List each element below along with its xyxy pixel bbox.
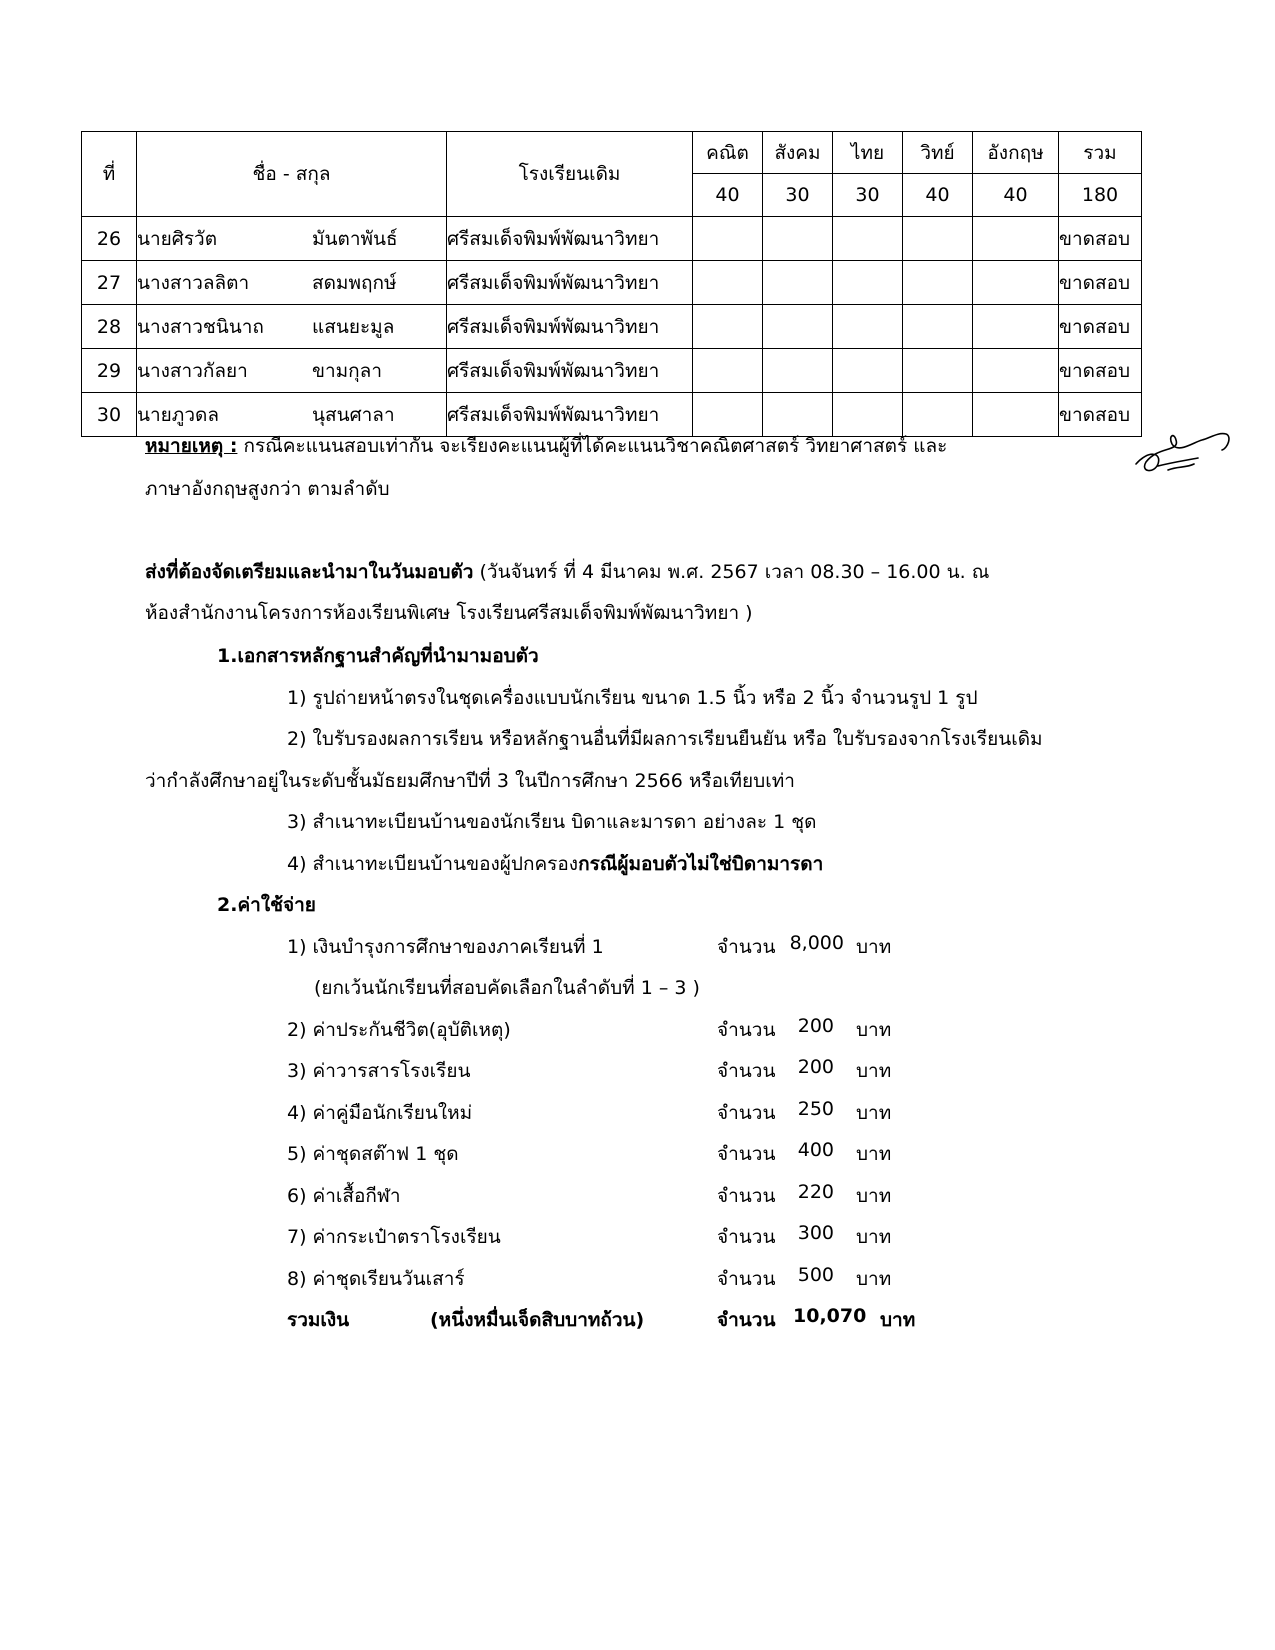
cost-amount: 250	[797, 1098, 834, 1120]
total-qty: จำนวน	[717, 1309, 776, 1331]
score-cell	[693, 261, 763, 305]
prep-line-2: ห้องสำนักงานโครงการห้องเรียนพิเศษ โรงเรียนศรีสมเด็จพิมพ์พัฒนาวิทยา )	[145, 602, 753, 624]
max-total: 180	[1059, 174, 1142, 217]
cost-unit: บาท	[856, 1268, 892, 1290]
cost-amount: 220	[797, 1181, 834, 1203]
header-math: คณิต	[693, 132, 763, 174]
score-cell	[973, 349, 1059, 393]
student-name	[137, 217, 447, 261]
score-cell	[763, 349, 833, 393]
prep-title: ส่งที่ต้องจัดเตรียมและนำมาในวันมอบตัว	[145, 561, 474, 583]
cost-unit: บาท	[856, 1143, 892, 1165]
cost-label: 4) ค่าคู่มือนักเรียนใหม่	[287, 1102, 473, 1124]
cost-amount: 500	[797, 1264, 834, 1286]
score-cell	[903, 261, 973, 305]
docs-item-4-text: 4) สำเนาทะเบียนบ้านของผู้ปกครอง	[287, 853, 579, 875]
last-name: สดมพฤกษ์	[312, 271, 397, 294]
prep-date: (วันจันทร์ ที่ 4 มีนาคม พ.ศ. 2567 เวลา 08.30 – 16.00 น. ณ	[473, 561, 990, 583]
docs-item-2-line-1: 2) ใบรับรองผลการเรียน หรือหลักฐานอื่นที่มีผลการเรียนยืนยัน หรือ ใบรับรองจากโรงเรียนเดิม	[287, 728, 1043, 750]
row-no: 27	[82, 261, 137, 305]
score-cell	[903, 217, 973, 261]
score-cell	[973, 217, 1059, 261]
header-total: รวม	[1059, 132, 1142, 174]
last-name: มันตาพันธ์	[312, 227, 398, 250]
header-name: ชื่อ - สกุล	[137, 132, 447, 217]
first-name: นายศิรวัต	[137, 227, 218, 250]
costs-heading: 2.ค่าใช้จ่าย	[217, 894, 316, 916]
score-cell	[763, 305, 833, 349]
first-name: นายภูวดล	[137, 403, 219, 426]
score-cell	[693, 349, 763, 393]
table-row	[82, 393, 1142, 437]
cost-qty: จำนวน	[717, 1185, 776, 1207]
cost-amount: 400	[797, 1139, 834, 1161]
score-cell	[833, 261, 903, 305]
first-name: นางสาวลลิตา	[137, 271, 250, 294]
score-table	[81, 131, 1142, 437]
total-label: รวมเงิน	[287, 1309, 350, 1331]
score-cell	[763, 393, 833, 437]
school-cell: ศรีสมเด็จพิมพ์พัฒนาวิทยา	[447, 349, 693, 393]
cost-label: 5) ค่าชุดสต๊าฟ 1 ชุด	[287, 1143, 459, 1165]
header-school: โรงเรียนเดิม	[447, 132, 693, 217]
score-cell	[973, 261, 1059, 305]
cost-qty: จำนวน	[717, 1019, 776, 1041]
row-no: 30	[82, 393, 137, 437]
signature-mark	[1128, 422, 1238, 482]
header-social: สังคม	[763, 132, 833, 174]
max-science: 40	[903, 174, 973, 217]
header-no: ที่	[82, 132, 137, 217]
docs-heading: 1.เอกสารหลักฐานสำคัญที่นำมามอบตัว	[217, 645, 539, 667]
total-amount: 10,070	[793, 1305, 867, 1327]
last-name: แสนยะมูล	[312, 315, 395, 338]
score-cell	[973, 393, 1059, 437]
cost-unit: บาท	[856, 936, 892, 958]
cost-label: 6) ค่าเสื้อกีฬา	[287, 1185, 401, 1207]
total-words: (หนึ่งหมื่นเจ็ดสิบบาทถ้วน)	[430, 1309, 645, 1331]
total-cell: ขาดสอบ	[1059, 305, 1142, 349]
cost-label: 2) ค่าประกันชีวิต(อุบัติเหตุ)	[287, 1019, 511, 1041]
score-cell	[903, 349, 973, 393]
cost-amount: 300	[797, 1222, 834, 1244]
score-cell	[763, 217, 833, 261]
cost-qty: จำนวน	[717, 1268, 776, 1290]
last-name: นุสนศาลา	[312, 403, 395, 426]
note-text: กรณีคะแนนสอบเท่ากัน จะเรียงคะแนนผู้ที่ได้คะแนนวิชาคณิตศาสตร์ วิทยาศาสตร์ และ	[237, 435, 948, 457]
school-cell: ศรีสมเด็จพิมพ์พัฒนาวิทยา	[447, 261, 693, 305]
score-cell	[833, 349, 903, 393]
cost-label: 8) ค่าชุดเรียนวันเสาร์	[287, 1268, 465, 1290]
last-name: ขามกุลา	[312, 359, 382, 382]
table-row	[82, 217, 1142, 261]
cost-label: 3) ค่าวารสารโรงเรียน	[287, 1060, 471, 1082]
docs-item-4	[287, 849, 823, 879]
total-cell: ขาดสอบ	[1059, 393, 1142, 437]
header-thai: ไทย	[833, 132, 903, 174]
score-cell	[903, 393, 973, 437]
docs-item-1: 1) รูปถ่ายหน้าตรงในชุดเครื่องแบบนักเรียน ขนาด 1.5 นิ้ว หรือ 2 นิ้ว จำนวนรูป 1 รูป	[287, 687, 978, 709]
cost-unit: บาท	[856, 1226, 892, 1248]
score-cell	[903, 305, 973, 349]
cost-item-1-note: (ยกเว้นนักเรียนที่สอบคัดเลือกในลำดับที่ 1 – 3 )	[314, 977, 700, 999]
table-row	[82, 305, 1142, 349]
score-cell	[833, 305, 903, 349]
score-cell	[973, 305, 1059, 349]
max-thai: 30	[833, 174, 903, 217]
cost-amount: 200	[797, 1056, 834, 1078]
score-cell	[693, 393, 763, 437]
total-cell: ขาดสอบ	[1059, 261, 1142, 305]
table-row	[82, 261, 1142, 305]
score-cell	[693, 217, 763, 261]
total-unit: บาท	[880, 1309, 916, 1331]
total-cell: ขาดสอบ	[1059, 217, 1142, 261]
score-cell	[833, 217, 903, 261]
note-line-2: ภาษาอังกฤษสูงกว่า ตามลำดับ	[145, 478, 390, 500]
note-line-1	[145, 431, 947, 461]
cost-qty: จำนวน	[717, 1226, 776, 1248]
student-name	[137, 261, 447, 305]
cost-label: 1) เงินบำรุงการศึกษาของภาคเรียนที่ 1	[287, 936, 604, 958]
header-english: อังกฤษ	[973, 132, 1059, 174]
cost-qty: จำนวน	[717, 1143, 776, 1165]
table-row	[82, 349, 1142, 393]
cost-unit: บาท	[856, 1060, 892, 1082]
row-no: 29	[82, 349, 137, 393]
cost-qty: จำนวน	[717, 1060, 776, 1082]
score-cell	[833, 393, 903, 437]
header-science: วิทย์	[903, 132, 973, 174]
school-cell: ศรีสมเด็จพิมพ์พัฒนาวิทยา	[447, 217, 693, 261]
cost-amount: 8,000	[789, 932, 844, 954]
score-cell	[693, 305, 763, 349]
docs-item-2-line-2: ว่ากำลังศึกษาอยู่ในระดับชั้นมัธยมศึกษาปีที่ 3 ในปีการศึกษา 2566 หรือเทียบเท่า	[145, 770, 795, 792]
max-social: 30	[763, 174, 833, 217]
prep-line-1	[145, 557, 989, 587]
docs-item-3: 3) สำเนาทะเบียนบ้านของนักเรียน บิดาและมารดา อย่างละ 1 ชุด	[287, 811, 817, 833]
student-name	[137, 349, 447, 393]
total-cell: ขาดสอบ	[1059, 349, 1142, 393]
docs-item-4-bold: กรณีผู้มอบตัวไม่ใช่บิดามารดา	[578, 853, 824, 875]
note-label: หมายเหตุ :	[145, 435, 238, 457]
school-cell: ศรีสมเด็จพิมพ์พัฒนาวิทยา	[447, 305, 693, 349]
row-no: 26	[82, 217, 137, 261]
cost-label: 7) ค่ากระเป๋าตราโรงเรียน	[287, 1226, 501, 1248]
max-math: 40	[693, 174, 763, 217]
school-cell: ศรีสมเด็จพิมพ์พัฒนาวิทยา	[447, 393, 693, 437]
cost-unit: บาท	[856, 1019, 892, 1041]
student-name	[137, 393, 447, 437]
max-english: 40	[973, 174, 1059, 217]
cost-qty: จำนวน	[717, 1102, 776, 1124]
student-name	[137, 305, 447, 349]
cost-amount: 200	[797, 1015, 834, 1037]
cost-unit: บาท	[856, 1185, 892, 1207]
first-name: นางสาวชนินาถ	[137, 315, 264, 338]
score-cell	[763, 261, 833, 305]
cost-unit: บาท	[856, 1102, 892, 1124]
row-no: 28	[82, 305, 137, 349]
first-name: นางสาวกัลยา	[137, 359, 248, 382]
cost-qty: จำนวน	[717, 936, 776, 958]
